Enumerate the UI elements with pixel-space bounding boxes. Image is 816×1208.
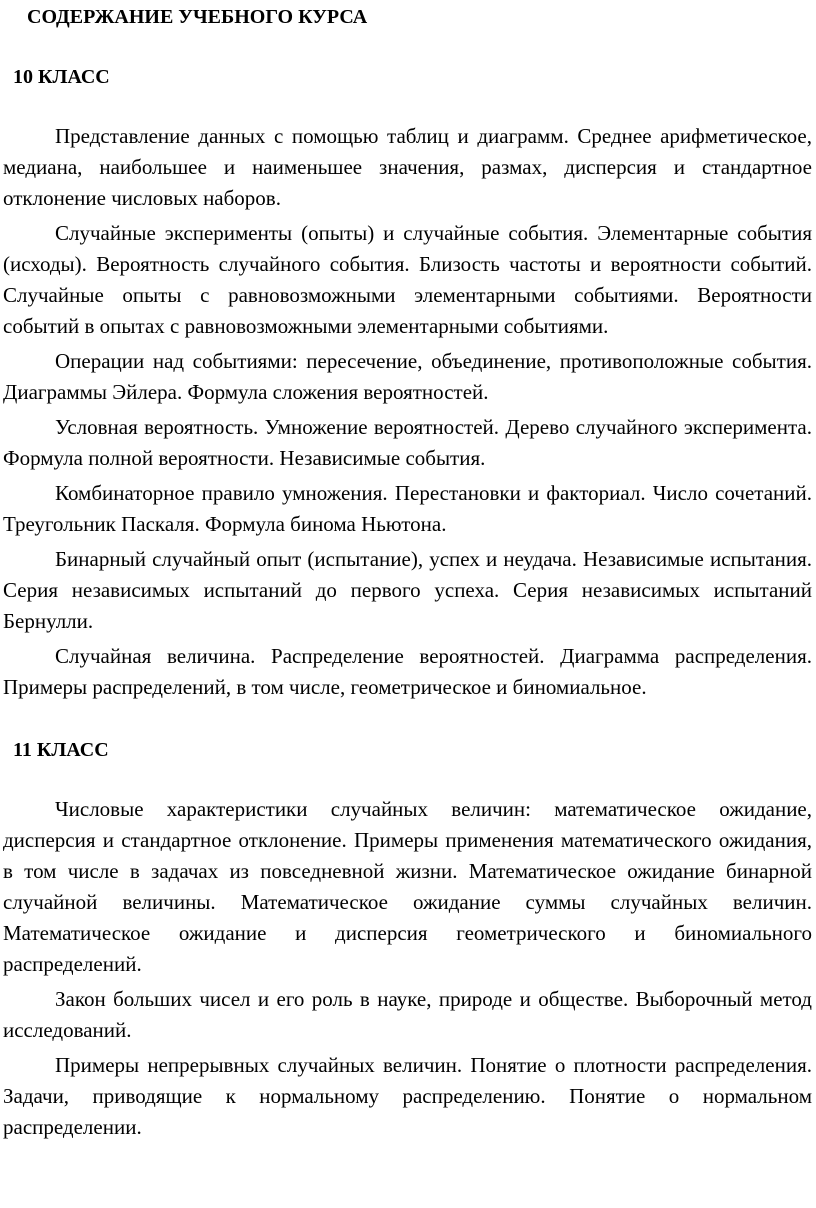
grade-10-content [3,121,812,703]
grade-11-content [3,794,812,1143]
paragraph: Случайная величина. Распределение вероятностей. Диаграмма распределения. Примеры распределений, в том числе, геометрическое и биномиальное. [3,644,812,699]
paragraph: Примеры непрерывных случайных величин. Понятие о плотности распределения. Задачи, приводящие к нормальному распределению. Понятие о нормальном распределении. [3,1053,812,1139]
paragraph: Операции над событиями: пересечение, объединение, противоположные события. Диаграммы Эйлера. Формула сложения вероятностей. [3,349,812,404]
paragraph: Бинарный случайный опыт (испытание), успех и неудача. Независимые испытания. Серия независимых испытаний до первого успеха. Серия независимых испытаний Бернулли. [3,547,812,633]
paragraph: Представление данных с помощью таблиц и диаграмм. Среднее арифметическое, медиана, наибольшее и наименьшее значения, размах, дисперсия и стандартное отклонение числовых наборов. [3,124,812,210]
paragraph: Условная вероятность. Умножение вероятностей. Дерево случайного эксперимента. Формула полной вероятности. Независимые события. [3,415,812,470]
paragraph: Комбинаторное правило умножения. Перестановки и факториал. Число сочетаний. Треугольник Паскаля. Формула бинома Ньютона. [3,481,812,536]
grade-11-heading: 11 КЛАСС [13,739,109,761]
paragraph: Случайные эксперименты (опыты) и случайные события. Элементарные события (исходы). Вероятность случайного события. Близость частоты и вероятности событий. Случайные опыты с равновозможными элементарными событиями. Вероятности событий в опытах с равновозможными элементарными событиями. [3,221,812,338]
grade-10-heading: 10 КЛАСС [13,66,110,88]
paragraph: Числовые характеристики случайных величин: математическое ожидание, дисперсия и стандартное отклонение. Примеры применения математического ожидания, в том числе в задачах из повседневной жизни. Математическое ожидание бинарной случайной величины. Математическое ожидание суммы случайных величин. Математическое ожидание и дисперсия геометрического и биномиального распределений. [3,797,812,976]
document-title: СОДЕРЖАНИЕ УЧЕБНОГО КУРСА [27,6,368,28]
paragraph: Закон больших чисел и его роль в науке, природе и обществе. Выборочный метод исследований. [3,987,812,1042]
